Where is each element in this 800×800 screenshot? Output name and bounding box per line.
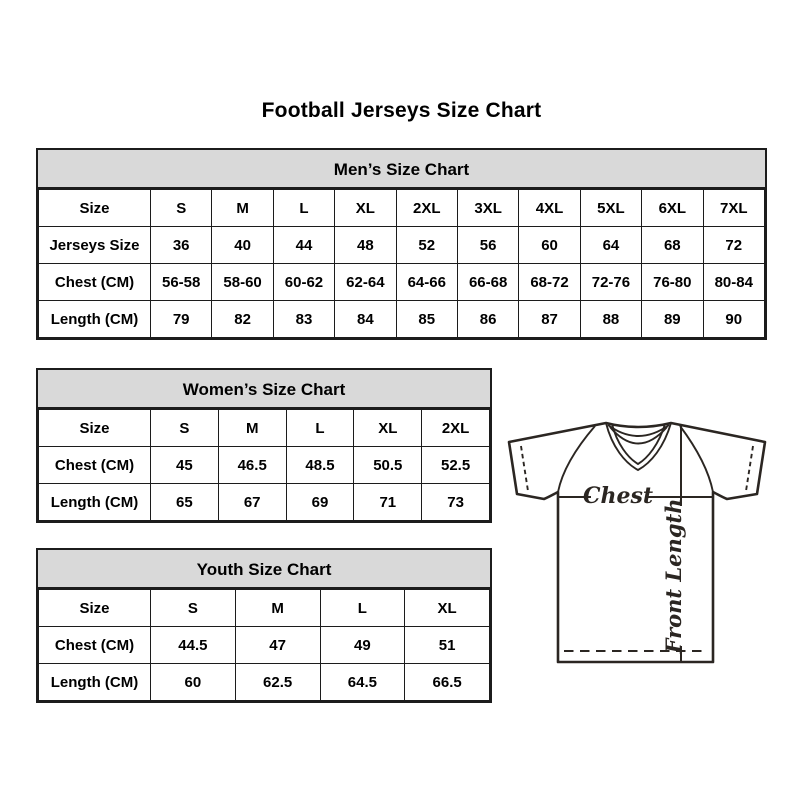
value-cell: 7XL <box>703 190 764 227</box>
table-row <box>39 190 765 227</box>
value-cell: 85 <box>396 301 457 338</box>
value-cell: M <box>235 590 320 627</box>
youth-size-chart <box>36 548 492 703</box>
value-cell: S <box>151 410 219 447</box>
chest-measure-label: Chest <box>582 483 654 509</box>
row-label-cell: Length (CM) <box>39 484 151 521</box>
value-cell: 88 <box>580 301 641 338</box>
value-cell: 86 <box>457 301 518 338</box>
value-cell: 68-72 <box>519 264 580 301</box>
womens-size-chart-table <box>38 409 490 521</box>
value-cell: 64-66 <box>396 264 457 301</box>
value-cell: 6XL <box>642 190 703 227</box>
value-cell: 60 <box>519 227 580 264</box>
value-cell: 36 <box>151 227 212 264</box>
value-cell: L <box>273 190 334 227</box>
value-cell: S <box>151 590 236 627</box>
table-row <box>39 227 765 264</box>
value-cell: 68 <box>642 227 703 264</box>
mens-size-chart-title: Men’s Size Chart <box>38 150 765 189</box>
value-cell: 82 <box>212 301 273 338</box>
table-row <box>39 627 490 664</box>
table-row <box>39 447 490 484</box>
front-length-measure-label: Front Length <box>661 498 686 654</box>
page-title: Football Jerseys Size Chart <box>261 99 542 122</box>
value-cell: 62-64 <box>335 264 396 301</box>
value-cell: 4XL <box>519 190 580 227</box>
value-cell: 60 <box>151 664 236 701</box>
row-label-cell: Length (CM) <box>39 301 151 338</box>
table-row <box>39 410 490 447</box>
table-row <box>39 264 765 301</box>
row-label-cell: Size <box>39 190 151 227</box>
value-cell: 90 <box>703 301 764 338</box>
value-cell: 83 <box>273 301 334 338</box>
womens-size-chart-title: Women’s Size Chart <box>38 370 490 409</box>
row-label-cell: Chest (CM) <box>39 447 151 484</box>
value-cell: 89 <box>642 301 703 338</box>
value-cell: 49 <box>320 627 405 664</box>
mens-size-chart <box>36 148 767 340</box>
mens-size-chart-table <box>38 189 765 338</box>
table-row <box>39 301 765 338</box>
womens-size-chart <box>36 368 492 523</box>
value-cell: 56 <box>457 227 518 264</box>
value-cell: 50.5 <box>354 447 422 484</box>
row-label-cell: Jerseys Size <box>39 227 151 264</box>
value-cell: 64.5 <box>320 664 405 701</box>
value-cell: 2XL <box>396 190 457 227</box>
value-cell: M <box>212 190 273 227</box>
value-cell: 71 <box>354 484 422 521</box>
value-cell: M <box>218 410 286 447</box>
value-cell: 47 <box>235 627 320 664</box>
row-label-cell: Chest (CM) <box>39 264 151 301</box>
value-cell: 2XL <box>422 410 490 447</box>
value-cell: 44 <box>273 227 334 264</box>
value-cell: 69 <box>286 484 354 521</box>
jersey-outline <box>509 423 765 662</box>
value-cell: 60-62 <box>273 264 334 301</box>
table-row <box>39 484 490 521</box>
value-cell: 52 <box>396 227 457 264</box>
row-label-cell: Size <box>39 410 151 447</box>
value-cell: 45 <box>151 447 219 484</box>
row-label-cell: Size <box>39 590 151 627</box>
youth-size-chart-title: Youth Size Chart <box>38 550 490 589</box>
value-cell: 80-84 <box>703 264 764 301</box>
youth-size-chart-table <box>38 589 490 701</box>
value-cell: 73 <box>422 484 490 521</box>
value-cell: 48 <box>335 227 396 264</box>
value-cell: 72-76 <box>580 264 641 301</box>
value-cell: S <box>151 190 212 227</box>
value-cell: 66.5 <box>405 664 490 701</box>
value-cell: 87 <box>519 301 580 338</box>
table-row <box>39 664 490 701</box>
value-cell: 46.5 <box>218 447 286 484</box>
value-cell: 66-68 <box>457 264 518 301</box>
value-cell: 84 <box>335 301 396 338</box>
value-cell: 72 <box>703 227 764 264</box>
value-cell: 40 <box>212 227 273 264</box>
value-cell: 65 <box>151 484 219 521</box>
row-label-cell: Length (CM) <box>39 664 151 701</box>
value-cell: XL <box>405 590 490 627</box>
value-cell: 62.5 <box>235 664 320 701</box>
row-label-cell: Chest (CM) <box>39 627 151 664</box>
value-cell: 67 <box>218 484 286 521</box>
value-cell: 76-80 <box>642 264 703 301</box>
value-cell: 64 <box>580 227 641 264</box>
value-cell: 52.5 <box>422 447 490 484</box>
value-cell: 3XL <box>457 190 518 227</box>
table-row <box>39 590 490 627</box>
value-cell: 79 <box>151 301 212 338</box>
value-cell: L <box>286 410 354 447</box>
value-cell: 48.5 <box>286 447 354 484</box>
value-cell: 44.5 <box>151 627 236 664</box>
value-cell: 51 <box>405 627 490 664</box>
value-cell: 58-60 <box>212 264 273 301</box>
value-cell: L <box>320 590 405 627</box>
value-cell: XL <box>335 190 396 227</box>
jersey-measurement-diagram <box>503 404 773 668</box>
value-cell: 5XL <box>580 190 641 227</box>
value-cell: 56-58 <box>151 264 212 301</box>
value-cell: XL <box>354 410 422 447</box>
